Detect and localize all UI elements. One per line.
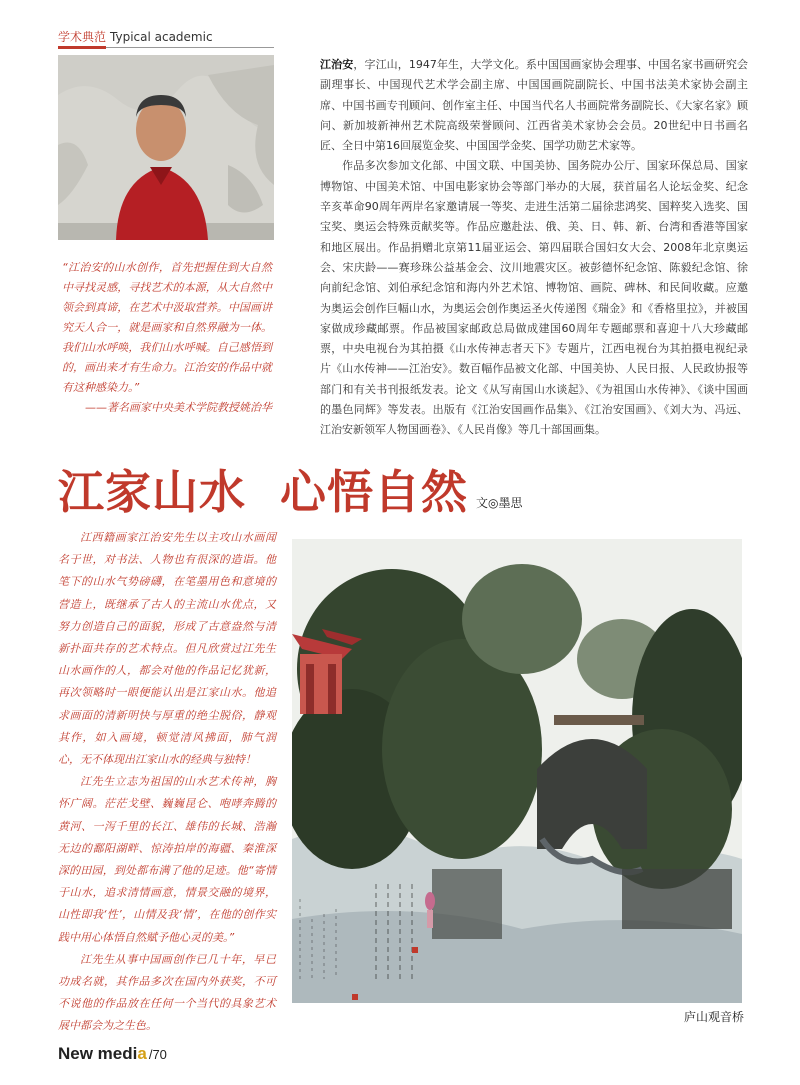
portrait-illustration — [58, 55, 274, 240]
section-tag-en: Typical academic — [110, 30, 213, 44]
artist-bio — [320, 55, 748, 441]
article-paragraph-1: 江西籍画家江治安先生以主攻山水画闻名于世，对书法、人物也有很深的造诣。他笔下的山水气势磅礴，在笔墨用色和意境的营造上，既继承了古人的主流山水优点，又努力创造自己的面貌，形成了古意盎然与清新扑面共存的艺术特点。但凡欣赏过江先生山水画作的人，都会对他的作品记忆犹新，再次领略时一眼便能认出是江家山水。他追求画面的清新明快与厚重的绝尘脱俗，静观其作，如入画境，顿觉清风拂面，肺气润心，无不体现出江家山水的经典与独特！ — [58, 531, 276, 767]
painting-caption: 庐山观音桥 — [684, 1010, 745, 1024]
article-paragraph-3: 江先生从事中国画创作已几十年，早已功成名就，其作品多次在国内外获奖，不可不说他的作品放在任何一个当代的具象艺术展中都会为之生色。 — [58, 952, 276, 1033]
pull-quote-attribution: ——著名画家中央美术学院教授姚治华 — [85, 401, 272, 414]
section-divider — [58, 47, 274, 48]
section-tag-cn: 学术典范 — [58, 30, 107, 44]
magazine-brand: New media — [58, 1044, 147, 1063]
article-byline: 文◎墨思 — [476, 496, 523, 510]
article-paragraph-2: 江先生立志为祖国的山水艺术传神，胸怀广阔。茫茫戈壁、巍巍昆仑、咆哮奔腾的黄河、一泻千里的长江、雄伟的长城、浩瀚无边的鄱阳湖畔、惊涛拍岸的海疆、秦淮深深的田园，到处都布满了他的足迹。他“寄情于山水，追求清情画意，情景交融的境界，山性即我‘性’，山情及我‘情’，在他的创作实践中用心体悟自然赋予他心灵的美。” — [58, 775, 276, 944]
artist-portrait — [58, 55, 274, 240]
page-footer — [58, 1044, 167, 1064]
pull-quote — [62, 258, 272, 418]
section-tag — [58, 28, 213, 45]
article-headline: 江家山水 心悟自然 — [58, 465, 469, 519]
page-number: /70 — [148, 1047, 167, 1062]
pull-quote-text: “江治安的山水创作，首先把握住到大自然中寻找灵感，寻找艺术的本源，从大自然中领会到真谛，在艺术中汲取营养。中国画讲究天人合一，就是画家和自然界融为一体。我们山水呼唤，我们山水呼喊。自己感悟到的，画出来才有生命力。江治安的作品中就有这种感染力。” — [62, 261, 272, 394]
painting-illustration — [292, 539, 742, 1003]
artist-name: 江治安 — [320, 58, 354, 71]
article-body — [58, 527, 276, 1038]
bio-paragraph-1: 江治安，字江山，1947年生，大学文化。系中国国画家协会理事、中国名家书画研究会副理事长、中国现代艺术学会副主席、中国国画院副院长、中国书法美术家协会副主席、中国书画专刊顾问、创作室主任、中国当代名人书画院常务副院长、《大家名家》顾问、新加坡新神州艺术院高级荣誉顾问、江西省美术家协会会员。20世纪中日书画名匠、全日中第16回展览金奖、中国国学金奖、国学功勋艺术家等。 — [320, 58, 749, 153]
bio-paragraph-2: 作品多次参加文化部、中国文联、中国美协、国务院办公厅、国家环保总局、国家博物馆、中国美术馆、中国电影家协会等部门举办的大展，获首届名人论坛金奖、纪念辛亥革命90周年两岸名家邀请展一等奖、走进生活第二届徐悲鸿奖、国粹奖入选奖、国宝奖、奥运会特殊贡献奖等。作品应邀赴法、俄、美、日、韩、新、台湾和香港等国家和地区展出。作品捐赠北京第11届亚运会、第四届联合国妇女大会、2008年北京奥运会、宋庆龄——赛珍珠公益基金会、汶川地震灾区。被彭德怀纪念馆、陈毅纪念馆、徐向前纪念馆、刘伯承纪念馆和海内外艺术馆、博物馆、画院、碑林、和民间收藏。应邀为奥运会创作巨幅山水，为奥运会创作奥运圣火传递图《瑞金》和《香格里拉》，并被国家做成珍藏邮票。作品被国家邮政总局做成建国60周年专题邮票和喜迎十八大珍藏邮票，中央电视台为其拍摄《山水传神志者天下》专题片，江西电视台为其拍摄电视纪录片《山水传神——江治安》。数百幅作品被文化部、中国美协、人民日报、人民政协报等部门和有关书刊报纸发表。论文《从写南国山水谈起》、《为祖国山水传神》、《谈中国画的墨色同辉》等发表。出版有《江治安国画作品集》、《江治安国画》、《刘大为、冯远、江治安新领军人物国画卷》、《人民肖像》等几十部国画集。 — [320, 159, 748, 437]
landscape-painting — [292, 539, 742, 1003]
